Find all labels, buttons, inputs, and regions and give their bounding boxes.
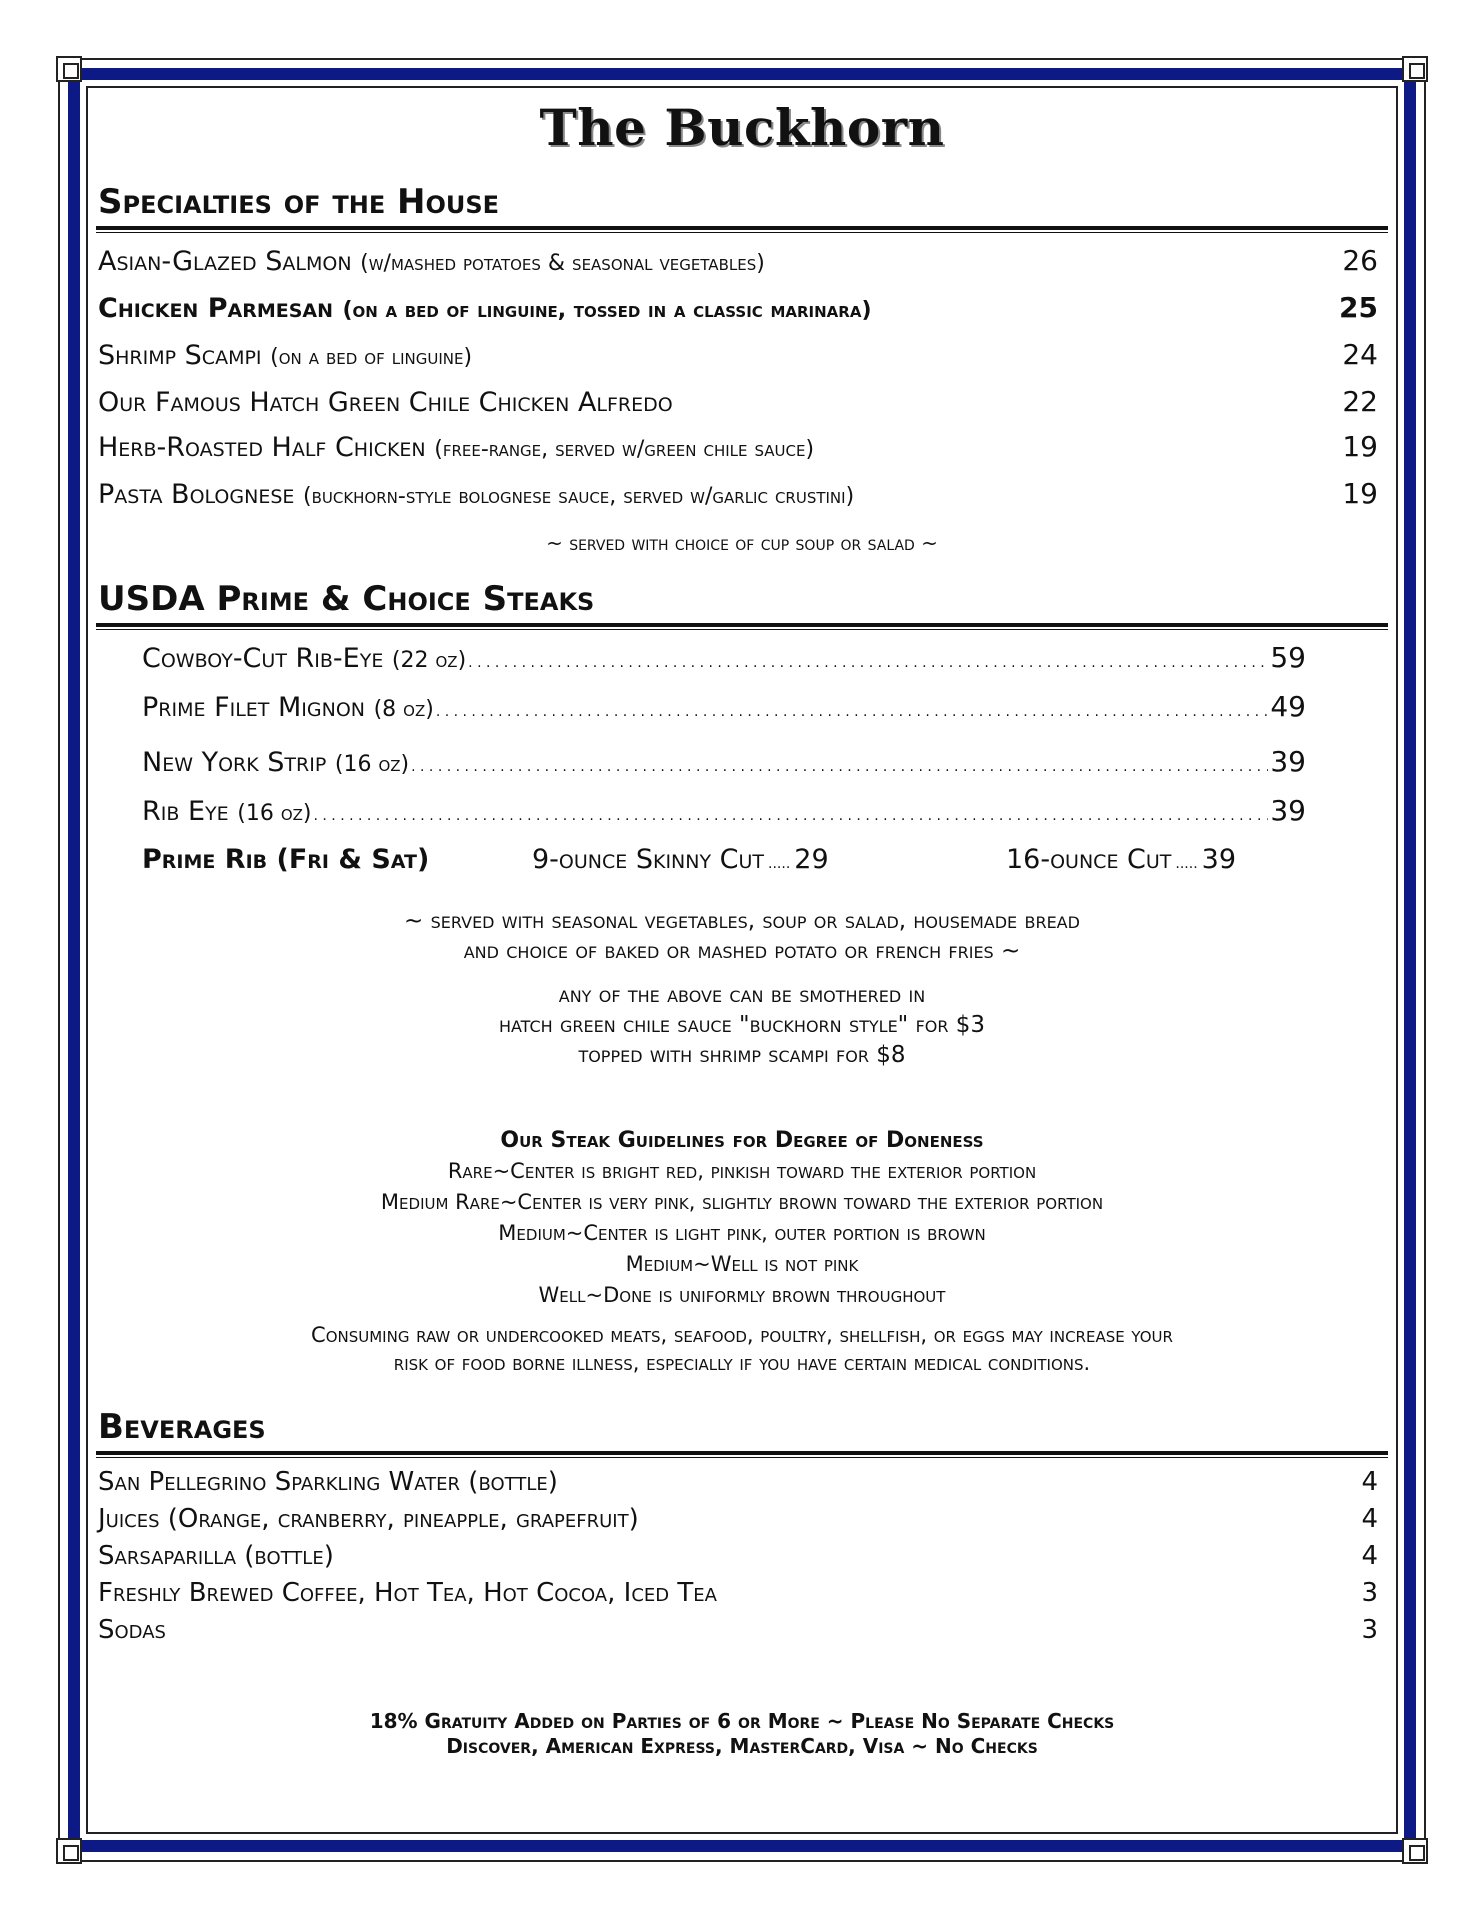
item-description: (on a bed of linguine) [270,345,473,370]
dot-leader: ..... [1175,856,1198,872]
item-price: 4 [1361,1467,1378,1497]
menu-item [96,380,1388,425]
beverage-item [96,1575,1388,1612]
menu-item [96,286,1388,333]
doneness-line: Rare~Center is bright red, pinkish toward the exterior portion [447,1159,1037,1183]
item-price: 39 [1270,745,1306,778]
item-name: New York Strip [142,747,327,778]
item-price: 4 [1361,1504,1378,1534]
footer-line: 18% Gratuity Added on Parties of 6 or More ~ Please No Separate Checks [369,1709,1115,1733]
item-name: Sodas [98,1615,166,1645]
item-name: Our Famous Hatch Green Chile Chicken Alfredo [98,387,673,418]
section-heading-steaks: USDA Prime & Choice Steaks [98,579,595,619]
addon-line: topped with shrimp scampi for $8 [578,1042,906,1068]
item-price: 39 [1270,794,1306,827]
item-price: 19 [1342,477,1378,510]
item-price: 3 [1361,1615,1378,1645]
item-description: (16 oz) [334,752,410,777]
health-warning [96,1321,1388,1377]
prime-rib-cut-16oz [1006,838,1236,886]
warning-line: risk of food borne illness, especially if you have certain medical conditions. [393,1351,1091,1375]
item-name: Chicken Parmesan [98,293,334,324]
section-heading-specialties: Specialties of the House [98,182,500,222]
dot-leader: ..... [768,856,791,872]
cut-label: 9-ounce Skinny Cut [532,844,765,875]
item-description: (free-range, served w/green chile sauce) [434,437,815,462]
cut-label: 16-ounce Cut [1006,844,1172,875]
dot-leader [314,790,1269,838]
corner-ornament-icon [1402,56,1428,82]
item-price: 25 [1339,291,1378,324]
warning-line: Consuming raw or undercooked meats, seafood, poultry, shellfish, or eggs may increase your [311,1323,1173,1347]
beverage-item [96,1612,1388,1649]
steak-item [142,789,1306,838]
item-description: (16 oz) [237,801,312,826]
item-name: Shrimp Scampi [98,340,262,371]
specialties-list [96,239,1388,519]
corner-ornament-icon [56,56,82,82]
corner-ornament-icon [56,1838,82,1864]
menu-item [96,425,1388,472]
footer-line: Discover, American Express, MasterCard, Visa ~ No Checks [446,1734,1038,1758]
addon-line: hatch green chile sauce "buckhorn style" for $3 [498,1012,986,1038]
section-divider [96,226,1388,233]
menu-footer [96,1709,1388,1759]
beverage-item [96,1538,1388,1575]
item-price: 19 [1342,430,1378,463]
menu-item [96,472,1388,519]
item-name: Herb-Roasted Half Chicken [98,432,426,463]
item-price: 24 [1342,338,1378,371]
dot-leader [411,741,1268,789]
item-name: Pasta Bolognese [98,479,295,510]
menu-item [96,333,1388,380]
cut-price: 39 [1201,844,1237,875]
item-name: Juices (Orange, cranberry, pineapple, grapefruit) [98,1504,639,1534]
steak-item [142,636,1306,685]
beverages-list [96,1464,1388,1649]
doneness-list [96,1156,1388,1311]
doneness-title: Our Steak Guidelines for Degree of Doneness [500,1128,984,1153]
served-line: ~ served with seasonal vegetables, soup or salad, housemade bread [404,908,1080,934]
item-description: (22 oz) [391,648,467,673]
item-price: 59 [1270,641,1306,674]
steaks-addon-note [96,980,1388,1070]
item-name: Asian-Glazed Salmon [98,246,352,277]
dot-leader [468,637,1268,685]
served-line: and choice of baked or mashed potato or french fries ~ [463,938,1021,964]
prime-rib-item [142,838,1306,886]
item-name: Cowboy-Cut Rib-Eye [142,643,384,674]
item-name: San Pellegrino Sparkling Water (bottle) [98,1467,558,1497]
dot-leader [436,686,1269,734]
specialties-note: ~ served with choice of cup soup or salad ~ [546,531,938,555]
corner-ornament-icon [1402,1838,1428,1864]
item-price: 4 [1361,1541,1378,1571]
item-description: (w/mashed potatoes & seasonal vegetables) [360,251,765,276]
steak-item [142,685,1306,734]
prime-rib-cut-skinny [532,838,1006,886]
item-price: 3 [1361,1578,1378,1608]
item-description: (on a bed of linguine, tossed in a classic marinara) [342,298,872,323]
steak-item [142,740,1306,789]
item-name: Rib Eye [142,796,229,827]
section-divider [96,623,1388,630]
item-price: 26 [1342,244,1378,277]
section-heading-beverages: Beverages [98,1407,266,1447]
menu-item [96,239,1388,286]
steaks-list [96,636,1388,886]
item-description: (8 oz) [373,697,434,722]
item-name: Sarsaparilla (bottle) [98,1541,334,1571]
section-divider [96,1451,1388,1458]
doneness-line: Well~Done is uniformly brown throughout [538,1283,946,1307]
doneness-line: Medium~Center is light pink, outer portion is brown [498,1221,986,1245]
prime-rib-label: Prime Rib (Fri & Sat) [142,844,430,875]
item-price: 22 [1342,385,1378,418]
doneness-line: Medium Rare~Center is very pink, slightly brown toward the exterior portion [380,1190,1104,1214]
item-description: (buckhorn-style bolognese sauce, served w/garlic crustini) [303,484,855,509]
cut-price: 29 [794,844,829,875]
item-price: 49 [1270,690,1306,723]
item-name: Freshly Brewed Coffee, Hot Tea, Hot Cocoa, Iced Tea [98,1578,717,1608]
restaurant-title: The Buckhorn [539,98,945,157]
menu-content [96,86,1388,1759]
steaks-served-note [96,906,1388,966]
addon-line: any of the above can be smothered in [558,982,926,1008]
item-name: Prime Filet Mignon [142,692,365,723]
beverage-item [96,1464,1388,1501]
doneness-line: Medium~Well is not pink [625,1252,859,1276]
beverage-item [96,1501,1388,1538]
